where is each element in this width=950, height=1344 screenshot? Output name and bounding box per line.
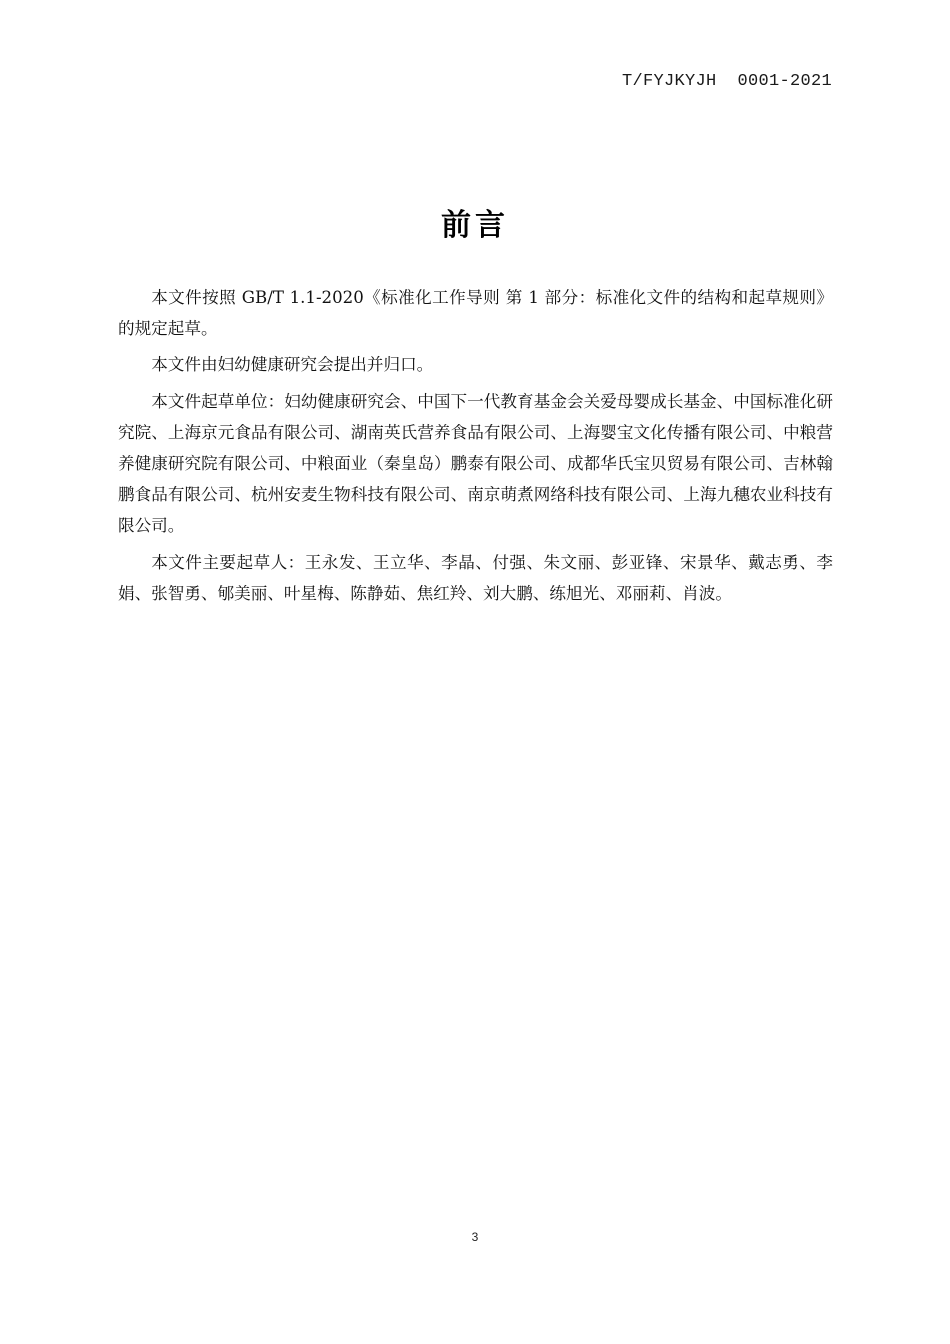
page-title: 前言	[441, 208, 509, 243]
foreword-body	[118, 282, 833, 614]
paragraph-drafting-rules: 本文件按照 GB/T 1.1-2020《标准化工作导则 第 1 部分：标准化文件的结构和起草规则》的规定起草。	[118, 288, 833, 339]
page-number: 3	[471, 1230, 479, 1244]
document-code: T/FYJKYJH 0001-2021	[621, 72, 832, 91]
paragraph-drafting-units: 本文件起草单位：妇幼健康研究会、中国下一代教育基金会关爱母婴成长基金、中国标准化研究院、上海京元食品有限公司、湖南英氏营养食品有限公司、上海婴宝文化传播有限公司、中粮营养健康研究院有限公司、中粮面业（秦皇岛）鹏泰有限公司、成都华氏宝贝贸易有限公司、吉林翰鹏食品有限公司、杭州安麦生物科技有限公司、南京萌煮网络科技有限公司、上海九穗农业科技有限公司。	[118, 391, 833, 536]
paragraph-main-drafters: 本文件主要起草人：王永发、王立华、李晶、付强、朱文丽、彭亚锋、宋景华、戴志勇、李娟、张智勇、郇美丽、叶星梅、陈静茹、焦红羚、刘大鹏、练旭光、邓丽莉、肖波。	[118, 552, 833, 603]
paragraph-proposer: 本文件由妇幼健康研究会提出并归口。	[151, 355, 434, 375]
